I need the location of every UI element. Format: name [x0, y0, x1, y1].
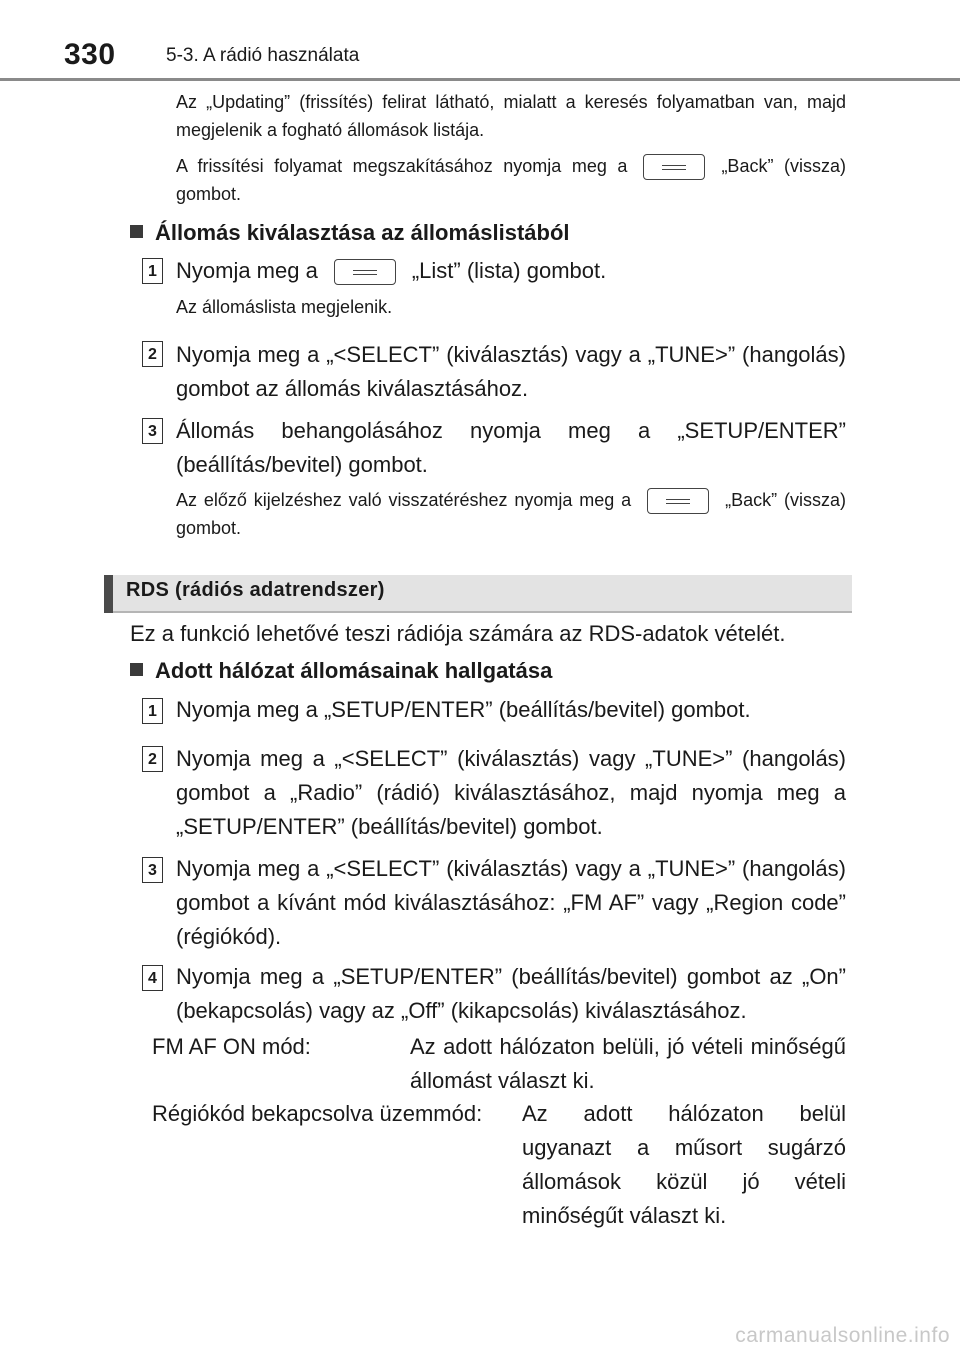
step-text: Állomás behangolásához nyomja meg a „SETUP/ENTER” (beállítás/bevitel) gombot. [176, 418, 846, 477]
step-number: 2 [142, 746, 163, 772]
step-text: Nyomja meg a „<SELECT” (kiválasztás) vagy „TUNE>” (hangolás) gombot a „Radio” (rádió) kiválasztásához, majd nyomja meg a „SETUP/ENTER” (beállítás/bevitel) gombot. [176, 746, 846, 839]
step-number: 4 [142, 965, 163, 991]
step-text: Nyomja meg a „SETUP/ENTER” (beállítás/bevitel) gombot. [176, 697, 751, 722]
bullet-square-icon [130, 663, 143, 676]
step-number: 3 [142, 857, 163, 883]
banner-accent-bar [104, 575, 113, 613]
station-select-heading: Állomás kiválasztása az állomáslistából [130, 218, 570, 248]
step-number: 1 [142, 258, 163, 284]
watermark: carmanualsonline.info [735, 1324, 950, 1347]
step-text: Nyomja meg a „<SELECT” (kiválasztás) vagy a „TUNE>” (hangolás) gombot a kívánt mód kiválasztásához: „FM AF” vagy „Region code” (régiókód). [176, 856, 846, 949]
interrupt-note-after: „Back” (vissza) gombot. [176, 156, 846, 205]
back-button-icon [647, 488, 709, 514]
page-number: 330 [64, 38, 116, 71]
rds-intro: Ez a funkció lehetővé teszi rádiója számára az RDS-adatok vételét. [130, 621, 786, 646]
updating-note: Az „Updating” (frissítés) felirat látható, mialatt a keresés folyamatban van, majd megjelenik a fogható állomások listája. [176, 92, 846, 140]
mode-term: Régiókód bekapcsolva üzemmód: [152, 1101, 483, 1126]
header-divider [0, 78, 960, 81]
mode-description: Az adott hálózaton belüli, jó vételi minőségű állomást választ ki. [410, 1034, 846, 1093]
rds-section-banner [104, 575, 852, 613]
step-number: 1 [142, 698, 163, 724]
section-title: 5-3. A rádió használata [166, 45, 360, 66]
step-text: Nyomja meg a „<SELECT” (kiválasztás) vagy a „TUNE>” (hangolás) gombot az állomás kiválasztásához. [176, 342, 846, 401]
step-number: 3 [142, 418, 163, 444]
list-button-icon [334, 259, 396, 285]
step-number: 2 [142, 341, 163, 367]
network-heading: Adott hálózat állomásainak hallgatása [130, 656, 552, 686]
interrupt-note-before: A frissítési folyamat megszakításához nyomja meg a [176, 156, 628, 176]
mode-term: FM AF ON mód: [152, 1034, 311, 1059]
back-button-icon [643, 154, 705, 180]
step-note: Az előző kijelzéshez való visszatéréshez nyomja meg a „Back” (vissza) gombot. [176, 490, 846, 539]
step-note: Az állomáslista megjelenik. [176, 297, 393, 317]
step-text: Nyomja meg a „List” (lista) gombot. [176, 254, 846, 288]
interrupt-note [176, 152, 846, 208]
rds-section-title: RDS (rádiós adatrendszer) [126, 579, 385, 601]
mode-description: Az adott hálózaton belül ugyanazt a műsort sugárzó állomások közül jó vételi minőségűt választ ki. [522, 1101, 846, 1228]
bullet-square-icon [130, 225, 143, 238]
step-text: Nyomja meg a „SETUP/ENTER” (beállítás/bevitel) gombot az „On” (bekapcsolás) vagy az „Off” (kikapcsolás) kiválasztásához. [176, 964, 846, 1023]
